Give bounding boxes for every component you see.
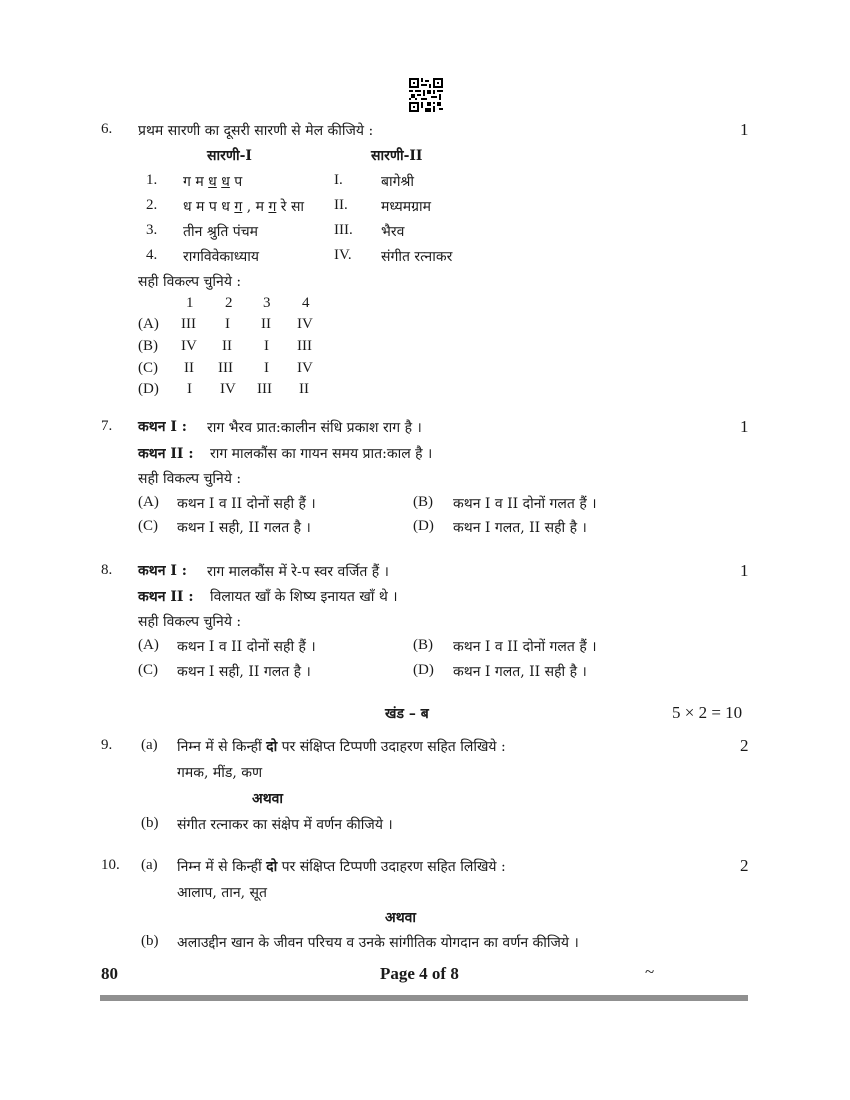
question-marks: 1: [740, 417, 749, 436]
option-label: (D): [138, 381, 159, 397]
grid-cell: I: [187, 381, 192, 397]
grid-cell: IV: [297, 316, 313, 332]
grid-cell: II: [261, 316, 271, 332]
option-text: कथन I गलत, II सही है ।: [453, 520, 587, 536]
list1-number: 2.: [146, 197, 158, 213]
question-marks: 1: [740, 561, 749, 580]
list2-number: IV.: [334, 247, 352, 263]
option-label: (B): [413, 494, 433, 510]
part-label: (a): [141, 737, 158, 753]
option-label: (D): [413, 518, 434, 534]
list1-number: 1.: [146, 172, 158, 188]
section-title: खंड – ब: [385, 706, 429, 722]
grid-cell: I: [264, 360, 269, 376]
grid-cell: III: [218, 360, 233, 376]
part-b-text: संगीत रत्नाकर का संक्षेप में वर्णन कीजिये ।: [177, 817, 393, 833]
statement-2-text: विलायत खाँ के शिष्य इनायत खाँ थे ।: [210, 589, 398, 605]
part-b-text: अलाउद्दीन खान के जीवन परिचय व उनके सांगीतिक योगदान का वर्णन कीजिये ।: [177, 935, 579, 951]
grid-header: 2: [225, 295, 233, 311]
option-text: कथन I सही, II गलत है ।: [177, 664, 311, 680]
grid-header: 4: [302, 295, 310, 311]
grid-cell: II: [184, 360, 194, 376]
grid-cell: IV: [181, 338, 197, 354]
footer-mark: ~: [645, 962, 655, 981]
list1-number: 4.: [146, 247, 158, 263]
part-a-terms: गमक, मींड, कण: [177, 765, 263, 781]
or-separator: अथवा: [385, 910, 417, 926]
question-text: प्रथम सारणी का दूसरी सारणी से मेल कीजिये :: [138, 123, 374, 139]
statement-1-label: कथन I :: [138, 563, 187, 579]
part-a-text: निम्न में से किन्हीं दो पर संक्षिप्त टिप्पणी उदाहरण सहित लिखिये :: [177, 739, 506, 755]
choose-correct-label: सही विकल्प चुनिये :: [138, 471, 242, 487]
statement-2-text: राग मालकौंस का गायन समय प्रात:काल है ।: [210, 446, 433, 462]
option-label: (C): [138, 360, 158, 376]
statement-1-text: राग मालकौंस में रे-प स्वर वर्जित हैं ।: [207, 564, 389, 580]
choose-correct-label: सही विकल्प चुनिये :: [138, 274, 242, 290]
list1-item: ध म प ध ग , म ग रे सा: [183, 199, 305, 215]
question-marks: 1: [740, 120, 749, 139]
option-text: कथन I व II दोनों गलत हैं ।: [453, 639, 597, 655]
option-label: (C): [138, 518, 158, 534]
option-label: (B): [138, 338, 158, 354]
part-a-text: निम्न में से किन्हीं दो पर संक्षिप्त टिप्पणी उदाहरण सहित लिखिये :: [177, 859, 506, 875]
grid-header: 3: [263, 295, 271, 311]
list2-item: संगीत रत्नाकर: [381, 249, 453, 265]
list1-item: रागविवेकाध्याय: [183, 249, 259, 265]
option-label: (B): [413, 637, 433, 653]
choose-correct-label: सही विकल्प चुनिये :: [138, 614, 242, 630]
grid-cell: I: [225, 316, 230, 332]
footer-divider: [100, 995, 748, 1001]
question-number: 6.: [101, 121, 113, 137]
paper-code: 80: [101, 964, 118, 983]
question-marks: 2: [740, 736, 749, 755]
option-text: कथन I सही, II गलत है ।: [177, 520, 311, 536]
grid-cell: III: [257, 381, 272, 397]
option-text: कथन I व II दोनों सही हैं ।: [177, 639, 316, 655]
list2-number: I.: [334, 172, 343, 188]
option-label: (A): [138, 316, 159, 332]
list2-item: बागेश्री: [381, 174, 415, 190]
list2-item: भैरव: [381, 224, 405, 240]
option-text: कथन I व II दोनों गलत हैं ।: [453, 496, 597, 512]
list2-number: III.: [334, 222, 353, 238]
statement-2-label: कथन II :: [138, 589, 194, 605]
list2-title: सारणी-II: [371, 148, 423, 164]
part-label: (b): [141, 815, 159, 831]
list1-title: सारणी-I: [207, 148, 252, 164]
question-marks: 2: [740, 856, 749, 875]
option-text: कथन I गलत, II सही है ।: [453, 664, 587, 680]
list2-item: मध्यमग्राम: [381, 199, 432, 215]
list1-number: 3.: [146, 222, 158, 238]
section-marks: 5 × 2 = 10: [672, 703, 743, 722]
grid-header: 1: [186, 295, 194, 311]
part-label: (b): [141, 933, 159, 949]
statement-1-text: राग भैरव प्रात:कालीन संधि प्रकाश राग है ।: [207, 420, 422, 436]
option-label: (D): [413, 662, 434, 678]
statement-2-label: कथन II :: [138, 446, 194, 462]
list1-item: तीन श्रुति पंचम: [183, 224, 259, 240]
part-a-terms: आलाप, तान, सूत: [177, 885, 267, 901]
qr-code-icon: [409, 78, 443, 112]
grid-cell: III: [297, 338, 312, 354]
question-number: 8.: [101, 562, 113, 578]
option-text: कथन I व II दोनों सही हैं ।: [177, 496, 316, 512]
option-label: (A): [138, 494, 159, 510]
grid-cell: I: [264, 338, 269, 354]
statement-1-label: कथन I :: [138, 419, 187, 435]
grid-cell: II: [299, 381, 309, 397]
question-number: 10.: [101, 857, 120, 873]
question-number: 7.: [101, 418, 113, 434]
page-number: Page 4 of 8: [380, 964, 459, 983]
grid-cell: II: [222, 338, 232, 354]
grid-cell: IV: [220, 381, 236, 397]
grid-cell: IV: [297, 360, 313, 376]
list2-number: II.: [334, 197, 348, 213]
option-label: (C): [138, 662, 158, 678]
grid-cell: III: [181, 316, 196, 332]
option-label: (A): [138, 637, 159, 653]
part-label: (a): [141, 857, 158, 873]
or-separator: अथवा: [252, 791, 284, 807]
list1-item: ग म ध ध प: [183, 174, 243, 190]
question-number: 9.: [101, 737, 113, 753]
